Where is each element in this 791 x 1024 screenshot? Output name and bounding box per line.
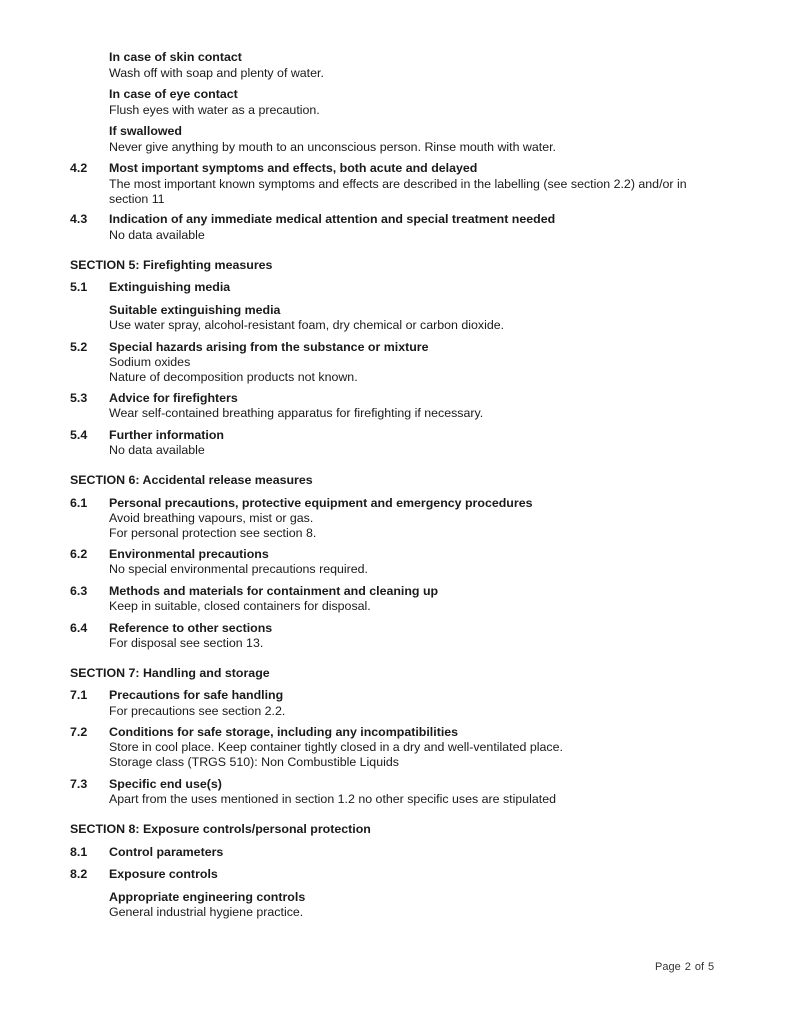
subsection-text: Storage class (TRGS 510): Non Combustible Liquids — [109, 755, 399, 769]
subsection-heading: Precautions for safe handling — [109, 688, 284, 702]
subsection-text: No data available — [109, 443, 205, 457]
section-number: 4.3 — [70, 212, 88, 226]
subsection-text: Avoid breathing vapours, mist or gas. — [109, 511, 314, 525]
page-of: of — [694, 961, 705, 973]
subsection-text: For precautions see section 2.2. — [109, 704, 286, 718]
page-label: Page — [655, 961, 681, 973]
section-number: 6.4 — [70, 621, 88, 635]
section-7-heading: SECTION 7: Handling and storage — [70, 666, 270, 680]
section-number: 6.1 — [70, 496, 88, 510]
sub-heading: Suitable extinguishing media — [109, 303, 281, 317]
subsection-text: The most important known symptoms and effects are described in the labelling (see section 2.2) and/or in — [109, 177, 687, 191]
page-number — [655, 961, 718, 973]
section-number: 7.1 — [70, 688, 88, 702]
subsection-heading: Control parameters — [109, 845, 224, 859]
section-number: 6.3 — [70, 584, 88, 598]
subsection-heading: Extinguishing media — [109, 280, 231, 294]
subsection-text: No data available — [109, 228, 205, 242]
subsection-text: Nature of decomposition products not known. — [109, 370, 358, 384]
section-number: 4.2 — [70, 161, 88, 175]
subsection-heading: Methods and materials for containment and cleaning up — [109, 584, 439, 598]
subsection-text: General industrial hygiene practice. — [109, 905, 304, 919]
section-number: 5.3 — [70, 391, 88, 405]
section-number: 5.2 — [70, 340, 88, 354]
subsection-heading: Special hazards arising from the substance or mixture — [109, 340, 429, 354]
subsection-heading: Reference to other sections — [109, 621, 273, 635]
subsection-text: For disposal see section 13. — [109, 636, 264, 650]
subsection-heading: Advice for firefighters — [109, 391, 238, 405]
sub-heading: Appropriate engineering controls — [109, 890, 306, 904]
subsection-text: Store in cool place. Keep container tightly closed in a dry and well-ventilated place. — [109, 740, 563, 754]
section-number: 5.4 — [70, 428, 88, 442]
subsection-heading: Specific end use(s) — [109, 777, 222, 791]
subsection-text: Apart from the uses mentioned in section 1.2 no other specific uses are stipulated — [109, 792, 557, 806]
subsection-heading: Conditions for safe storage, including any incompatibilities — [109, 725, 459, 739]
subsection-heading: Indication of any immediate medical attention and special treatment needed — [109, 212, 556, 226]
skin-contact-heading: In case of skin contact — [109, 50, 242, 64]
section-5-heading: SECTION 5: Firefighting measures — [70, 258, 273, 272]
subsection-text: Wear self-contained breathing apparatus for firefighting if necessary. — [109, 406, 484, 420]
section-number: 8.1 — [70, 845, 88, 859]
subsection-text: Keep in suitable, closed containers for disposal. — [109, 599, 371, 613]
eye-contact-heading: In case of eye contact — [109, 87, 238, 101]
page-total: 5 — [708, 961, 715, 973]
subsection-heading: Environmental precautions — [109, 547, 269, 561]
section-number: 7.2 — [70, 725, 88, 739]
subsection-heading: Further information — [109, 428, 224, 442]
section-6-heading: SECTION 6: Accidental release measures — [70, 473, 313, 487]
section-number: 7.3 — [70, 777, 88, 791]
page-current: 2 — [684, 961, 691, 973]
skin-contact-text: Wash off with soap and plenty of water. — [109, 66, 324, 80]
swallowed-heading: If swallowed — [109, 124, 182, 138]
subsection-heading: Personal precautions, protective equipment and emergency procedures — [109, 496, 533, 510]
section-number: 6.2 — [70, 547, 88, 561]
subsection-text: No special environmental precautions required. — [109, 562, 368, 576]
subsection-text: Use water spray, alcohol-resistant foam, dry chemical or carbon dioxide. — [109, 318, 505, 332]
subsection-text: For personal protection see section 8. — [109, 526, 317, 540]
section-8-heading: SECTION 8: Exposure controls/personal protection — [70, 822, 371, 836]
section-number: 8.2 — [70, 867, 88, 881]
section-number: 5.1 — [70, 280, 88, 294]
subsection-heading: Exposure controls — [109, 867, 218, 881]
subsection-text: Sodium oxides — [109, 355, 191, 369]
eye-contact-text: Flush eyes with water as a precaution. — [109, 103, 320, 117]
subsection-heading: Most important symptoms and effects, both acute and delayed — [109, 161, 478, 175]
subsection-text: section 11 — [109, 192, 165, 206]
swallowed-text: Never give anything by mouth to an unconscious person. Rinse mouth with water. — [109, 140, 556, 154]
